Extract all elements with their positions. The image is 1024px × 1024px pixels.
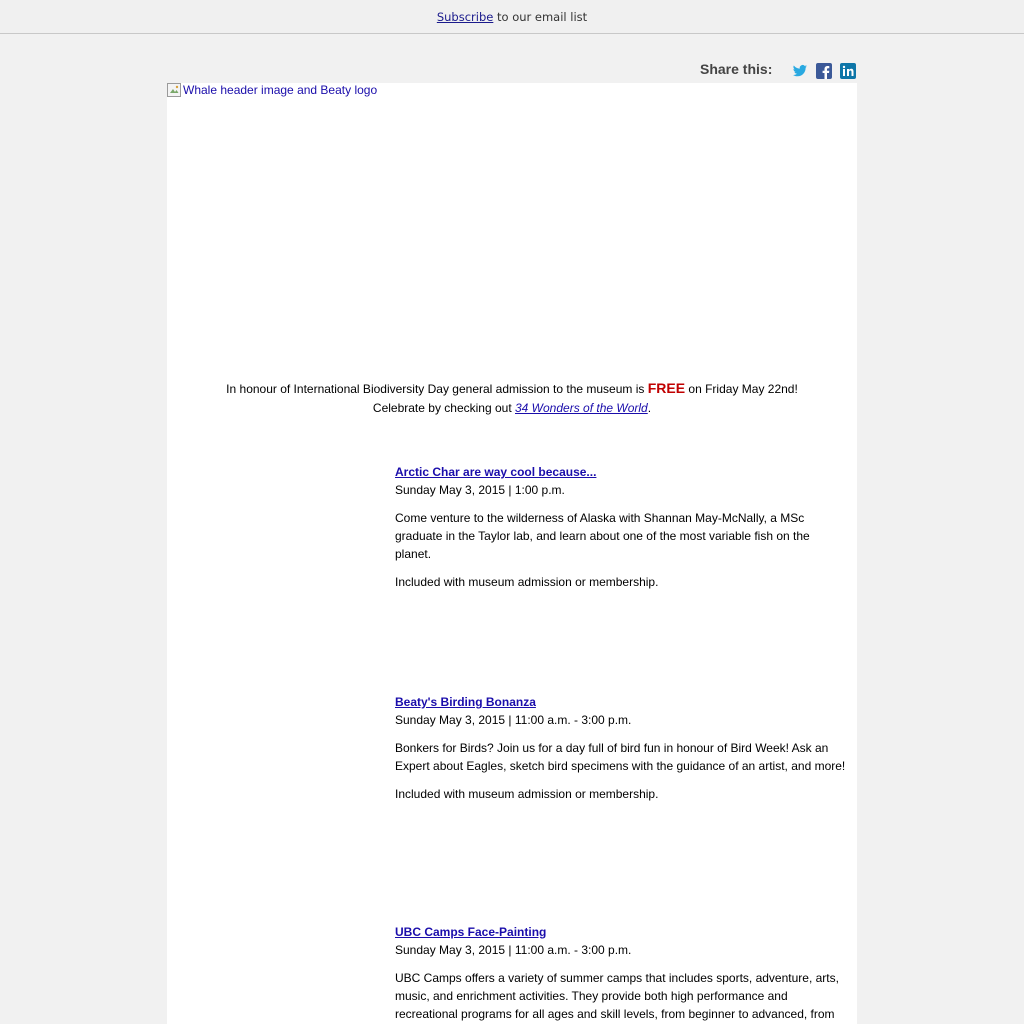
subscribe-link[interactable]: Subscribe: [436, 10, 494, 24]
event-item: [395, 463, 847, 591]
subscribe-suffix: to our email list: [497, 10, 588, 24]
promo-message: [167, 379, 857, 418]
promo-date-text: on Friday May 22nd!: [688, 382, 798, 396]
promo-text: In honour of International Biodiversity Day general admission to the museum is: [226, 382, 645, 396]
event-date: Sunday May 3, 2015 | 11:00 a.m. - 3:00 p.m.: [395, 943, 632, 957]
broken-image-icon: [167, 83, 181, 97]
facebook-icon[interactable]: [816, 63, 832, 79]
header-image-alt-text: Whale header image and Beaty logo: [183, 83, 378, 97]
event-date: Sunday May 3, 2015 | 1:00 p.m.: [395, 483, 565, 497]
event-admission-note: Included with museum admission or membership.: [395, 575, 659, 589]
event-description: Come venture to the wilderness of Alaska with Shannan May-McNally, a MSc graduate in the Taylor lab, and learn about one of the most variable fish on the planet.: [395, 511, 810, 561]
header-image[interactable]: [167, 83, 377, 97]
event-description: Bonkers for Birds? Join us for a day full of bird fun in honour of Bird Week! Ask an Expert about Eagles, sketch bird specimens with the guidance of an artist, and more!: [395, 741, 846, 773]
event-item: [395, 923, 847, 1023]
event-admission-note: Included with museum admission or membership.: [395, 787, 659, 801]
promo-line-1: [167, 379, 857, 399]
free-badge: FREE: [647, 380, 686, 396]
event-description: UBC Camps offers a variety of summer camps that includes sports, adventure, arts, music, and enrichment activities. They provide both high performance and recreational programs for all ages and skill levels, from beginner to advanced, from: [395, 971, 839, 1021]
promo-line-2: [167, 399, 857, 418]
share-label: Share this:: [700, 61, 773, 77]
subscribe-bar: [0, 0, 1024, 34]
linkedin-icon[interactable]: [840, 63, 856, 79]
email-content: [167, 83, 857, 1024]
event-title-link[interactable]: UBC Camps Face-Painting: [395, 925, 547, 939]
event-title-link[interactable]: Arctic Char are way cool because...: [395, 465, 597, 479]
event-title-link[interactable]: Beaty's Birding Bonanza: [395, 695, 536, 709]
celebrate-text: Celebrate by checking out: [372, 401, 512, 415]
share-bar: [700, 61, 856, 77]
event-date: Sunday May 3, 2015 | 11:00 a.m. - 3:00 p.m.: [395, 713, 632, 727]
wonders-link[interactable]: 34 Wonders of the World: [515, 401, 648, 415]
period: .: [647, 401, 652, 415]
event-item: [395, 693, 847, 803]
twitter-icon[interactable]: [792, 63, 808, 79]
